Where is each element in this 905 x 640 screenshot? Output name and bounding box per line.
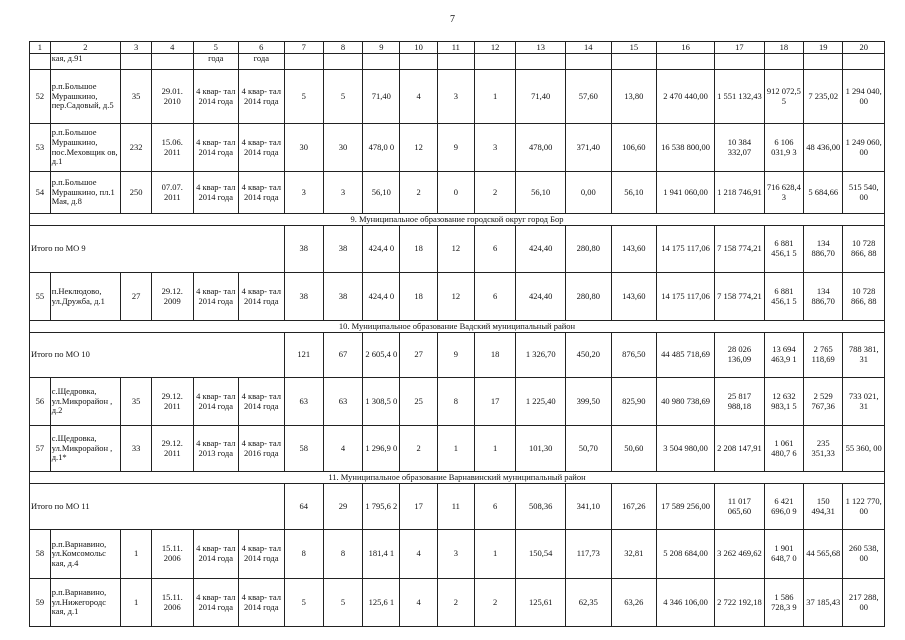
table-cell: 38 xyxy=(323,273,362,321)
table-cell: 5 xyxy=(323,70,362,124)
table-cell: 71,40 xyxy=(516,70,566,124)
table-cell: 3 xyxy=(284,172,323,214)
table-cell: 8 xyxy=(323,530,362,579)
total-row xyxy=(30,484,885,530)
table-cell: 10 728 866, 88 xyxy=(843,226,885,273)
table-cell: 4 346 106,00 xyxy=(657,579,715,627)
table-cell: 50,60 xyxy=(611,426,657,472)
table-cell: 63,26 xyxy=(611,579,657,627)
table-cell: года xyxy=(239,54,285,70)
column-header: 2 xyxy=(50,42,120,54)
table-cell: 280,80 xyxy=(566,273,612,321)
table-cell: 4 квар- тал 2014 года xyxy=(239,172,285,214)
table-cell: 424,4 0 xyxy=(363,226,400,273)
table-cell: 38 xyxy=(284,226,323,273)
column-header: 20 xyxy=(843,42,885,54)
table-cell: 4 квар- тал 2014 года xyxy=(239,70,285,124)
table-cell: 40 980 738,69 xyxy=(657,378,715,426)
table-cell: 13,80 xyxy=(611,70,657,124)
table-cell: 150 494,31 xyxy=(804,484,843,530)
table-cell: 30 xyxy=(284,124,323,172)
table-cell: 11 xyxy=(437,484,474,530)
table-cell: 9 xyxy=(437,333,474,378)
table-cell: 450,20 xyxy=(566,333,612,378)
table-cell: 8 xyxy=(284,530,323,579)
column-header: 16 xyxy=(657,42,715,54)
table-cell: 6 xyxy=(474,484,515,530)
table-cell: 399,50 xyxy=(566,378,612,426)
column-header: 18 xyxy=(764,42,803,54)
table-cell: 14 175 117,06 xyxy=(657,273,715,321)
table-cell: 1 225,40 xyxy=(516,378,566,426)
table-row xyxy=(30,579,885,627)
table-cell: 6 xyxy=(474,226,515,273)
table-cell: 1 xyxy=(437,426,474,472)
row-number: 58 xyxy=(30,530,51,579)
section-heading-row xyxy=(30,214,885,226)
table-cell: 0 xyxy=(437,172,474,214)
table-cell: 4 xyxy=(400,70,437,124)
table-row xyxy=(30,530,885,579)
table-cell: 134 886,70 xyxy=(804,226,843,273)
table-cell: 9 xyxy=(437,124,474,172)
table-cell: 4 квар- тал 2013 года xyxy=(193,426,239,472)
table-cell: 4 квар- тал 2014 года xyxy=(239,530,285,579)
table-cell: 1 795,6 2 xyxy=(363,484,400,530)
table-cell: 478,00 xyxy=(516,124,566,172)
table-cell: 64 xyxy=(284,484,323,530)
table-cell: 33 xyxy=(121,426,152,472)
table-cell: 4 xyxy=(323,426,362,472)
table-cell: 5 xyxy=(284,579,323,627)
table-cell: 1 061 480,7 6 xyxy=(764,426,803,472)
table-cell xyxy=(843,54,885,70)
table-cell: 25 xyxy=(400,378,437,426)
table-cell: 25 817 988,18 xyxy=(715,378,765,426)
table-cell: 1 xyxy=(474,70,515,124)
column-header: 19 xyxy=(804,42,843,54)
table-cell: 55 360, 00 xyxy=(843,426,885,472)
table-cell: 8 xyxy=(437,378,474,426)
date-cell: 29.12. 2011 xyxy=(152,378,193,426)
table-cell xyxy=(121,54,152,70)
table-cell: 30 xyxy=(323,124,362,172)
header-row xyxy=(30,42,885,54)
column-header: 11 xyxy=(437,42,474,54)
table-cell: 63 xyxy=(323,378,362,426)
total-row xyxy=(30,333,885,378)
row-number: 54 xyxy=(30,172,51,214)
table-cell: 143,60 xyxy=(611,273,657,321)
table-cell: 37 185,43 xyxy=(804,579,843,627)
table-cell xyxy=(715,54,765,70)
table-cell: 2 722 192,18 xyxy=(715,579,765,627)
table-cell: 167,26 xyxy=(611,484,657,530)
table-cell: 825,90 xyxy=(611,378,657,426)
table-cell: 716 628,4 3 xyxy=(764,172,803,214)
address-cell: р.п.Большое Мурашкино, пос.Меховщик ов, д.1 xyxy=(50,124,120,172)
table-cell: 106,60 xyxy=(611,124,657,172)
table-cell: 4 квар- тал 2014 года xyxy=(193,124,239,172)
column-header: 14 xyxy=(566,42,612,54)
table-cell: 2 xyxy=(437,579,474,627)
table-cell: 63 xyxy=(284,378,323,426)
housing-program-table xyxy=(29,41,885,627)
table-cell: 912 072,5 5 xyxy=(764,70,803,124)
table-cell: 56,10 xyxy=(611,172,657,214)
date-cell: 15.11. 2006 xyxy=(152,579,193,627)
table-cell: 280,80 xyxy=(566,226,612,273)
section-title: 10. Муниципальное образование Вадский муниципальный район xyxy=(30,321,885,333)
table-cell: 35 xyxy=(121,378,152,426)
table-cell: 150,54 xyxy=(516,530,566,579)
table-cell: 44 565,68 xyxy=(804,530,843,579)
table-row xyxy=(30,378,885,426)
table-cell: 1 901 648,7 0 xyxy=(764,530,803,579)
column-header: 7 xyxy=(284,42,323,54)
table-cell: 12 xyxy=(400,124,437,172)
address-cell: р.п.Большое Мурашкино, пл.1 Мая, д.8 xyxy=(50,172,120,214)
table-cell xyxy=(152,54,193,70)
table-cell: 876,50 xyxy=(611,333,657,378)
column-header: 1 xyxy=(30,42,51,54)
table-cell: 12 xyxy=(437,226,474,273)
table-cell: 424,4 0 xyxy=(363,273,400,321)
table-cell: 6 881 456,1 5 xyxy=(764,273,803,321)
table-cell: 6 421 696,0 9 xyxy=(764,484,803,530)
table-cell: 38 xyxy=(284,273,323,321)
table-cell: 12 632 983,1 5 xyxy=(764,378,803,426)
table-cell: 1 xyxy=(121,579,152,627)
table-cell: 143,60 xyxy=(611,226,657,273)
table-cell: 4 квар- тал 2014 года xyxy=(193,172,239,214)
row-number: 55 xyxy=(30,273,51,321)
table-cell: 5 684,66 xyxy=(804,172,843,214)
table-cell xyxy=(437,54,474,70)
table-cell: кая, д.91 xyxy=(50,54,120,70)
table-cell: 2 765 118,69 xyxy=(804,333,843,378)
table-cell: 134 886,70 xyxy=(804,273,843,321)
table-cell: 32,81 xyxy=(611,530,657,579)
table-cell: 5 208 684,00 xyxy=(657,530,715,579)
table-cell: 1 586 728,3 9 xyxy=(764,579,803,627)
column-header: 15 xyxy=(611,42,657,54)
table-cell: 125,61 xyxy=(516,579,566,627)
row-number: 53 xyxy=(30,124,51,172)
table-cell: 508,36 xyxy=(516,484,566,530)
table-cell xyxy=(30,54,51,70)
table-cell: 121 xyxy=(284,333,323,378)
address-cell: р.п.Варнавино, ул.Комсомольс кая, д.4 xyxy=(50,530,120,579)
table-cell: 27 xyxy=(400,333,437,378)
table-cell: 6 881 456,1 5 xyxy=(764,226,803,273)
date-cell: 29.01. 2010 xyxy=(152,70,193,124)
column-header: 10 xyxy=(400,42,437,54)
table-cell: 50,70 xyxy=(566,426,612,472)
table-cell: 4 квар- тал 2016 года xyxy=(239,426,285,472)
table-cell: 217 288, 00 xyxy=(843,579,885,627)
table-cell: 232 xyxy=(121,124,152,172)
table-cell: 2 470 440,00 xyxy=(657,70,715,124)
table-cell xyxy=(400,54,437,70)
column-header: 9 xyxy=(363,42,400,54)
table-row xyxy=(30,70,885,124)
table-cell: 11 017 065,60 xyxy=(715,484,765,530)
table-cell: 6 xyxy=(474,273,515,321)
table-cell: 1 941 060,00 xyxy=(657,172,715,214)
table-cell: 16 538 800,00 xyxy=(657,124,715,172)
table-cell xyxy=(764,54,803,70)
address-cell: п.Неклюдово, ул.Дружба, д.1 xyxy=(50,273,120,321)
table-cell: 4 квар- тал 2014 года xyxy=(193,378,239,426)
table-cell: 71,40 xyxy=(363,70,400,124)
table-cell: 478,0 0 xyxy=(363,124,400,172)
table-cell xyxy=(657,54,715,70)
table-cell: 235 351,33 xyxy=(804,426,843,472)
table-cell xyxy=(284,54,323,70)
total-label: Итого по МО 11 xyxy=(30,484,285,530)
table-cell: 4 квар- тал 2014 года xyxy=(239,579,285,627)
table-cell: 4 xyxy=(400,530,437,579)
table-cell: 788 381, 31 xyxy=(843,333,885,378)
table-cell: 17 589 256,00 xyxy=(657,484,715,530)
table-cell: 2 605,4 0 xyxy=(363,333,400,378)
table-cell: года xyxy=(193,54,239,70)
table-cell: 4 квар- тал 2014 года xyxy=(193,70,239,124)
table-cell: 48 436,00 xyxy=(804,124,843,172)
address-cell: с.Щедровка, ул.Микрорайон , д.2 xyxy=(50,378,120,426)
table-cell: 18 xyxy=(474,333,515,378)
page-number: 7 xyxy=(450,14,455,25)
table-row xyxy=(30,426,885,472)
table-cell: 2 xyxy=(400,426,437,472)
table-cell: 424,40 xyxy=(516,226,566,273)
table-cell: 3 504 980,00 xyxy=(657,426,715,472)
table-cell: 29 xyxy=(323,484,362,530)
table-cell xyxy=(323,54,362,70)
table-cell: 4 квар- тал 2014 года xyxy=(239,124,285,172)
table-cell: 56,10 xyxy=(516,172,566,214)
table-cell: 7 158 774,21 xyxy=(715,273,765,321)
table-cell: 101,30 xyxy=(516,426,566,472)
table-cell: 1 294 040, 00 xyxy=(843,70,885,124)
table-cell: 1 296,9 0 xyxy=(363,426,400,472)
column-header: 5 xyxy=(193,42,239,54)
table-cell: 67 xyxy=(323,333,362,378)
table-cell: 7 158 774,21 xyxy=(715,226,765,273)
table-cell: 3 xyxy=(323,172,362,214)
table-cell: 1 xyxy=(121,530,152,579)
table-cell: 1 308,5 0 xyxy=(363,378,400,426)
row-number: 56 xyxy=(30,378,51,426)
table-cell: 2 xyxy=(474,172,515,214)
table-cell: 1 xyxy=(474,530,515,579)
table-cell: 35 xyxy=(121,70,152,124)
address-cell: р.п.Большое Мурашкино, пер.Садовый, д.5 xyxy=(50,70,120,124)
table-cell: 57,60 xyxy=(566,70,612,124)
date-cell: 15.11. 2006 xyxy=(152,530,193,579)
section-heading-row xyxy=(30,472,885,484)
table-cell: 371,40 xyxy=(566,124,612,172)
table-cell: 4 квар- тал 2014 года xyxy=(239,378,285,426)
row-number: 59 xyxy=(30,579,51,627)
table-cell: 38 xyxy=(323,226,362,273)
table-cell: 27 xyxy=(121,273,152,321)
table-cell: 125,6 1 xyxy=(363,579,400,627)
column-header: 4 xyxy=(152,42,193,54)
table-cell: 250 xyxy=(121,172,152,214)
column-header: 12 xyxy=(474,42,515,54)
table-cell: 62,35 xyxy=(566,579,612,627)
table-cell: 117,73 xyxy=(566,530,612,579)
table-cell: 44 485 718,69 xyxy=(657,333,715,378)
table-cell: 733 021, 31 xyxy=(843,378,885,426)
table-cell: 1 326,70 xyxy=(516,333,566,378)
table-cell: 260 538, 00 xyxy=(843,530,885,579)
table-cell xyxy=(363,54,400,70)
date-cell: 15.06. 2011 xyxy=(152,124,193,172)
table-cell: 17 xyxy=(400,484,437,530)
table-cell xyxy=(804,54,843,70)
table-cell: 2 xyxy=(474,579,515,627)
table-cell: 13 694 463,9 1 xyxy=(764,333,803,378)
column-header: 8 xyxy=(323,42,362,54)
table-cell: 1 218 746,91 xyxy=(715,172,765,214)
section-title: 9. Муниципальное образование городской округ город Бор xyxy=(30,214,885,226)
table-cell: 4 квар- тал 2014 года xyxy=(193,530,239,579)
table-cell xyxy=(516,54,566,70)
table-body xyxy=(30,42,885,627)
table-cell: 14 175 117,06 xyxy=(657,226,715,273)
table-cell: 10 728 866, 88 xyxy=(843,273,885,321)
table-cell: 3 262 469,62 xyxy=(715,530,765,579)
address-cell: с.Щедровка, ул.Микрорайон , д.1* xyxy=(50,426,120,472)
date-cell: 29.12. 2011 xyxy=(152,426,193,472)
section-heading-row xyxy=(30,321,885,333)
table-cell xyxy=(611,54,657,70)
table-cell: 58 xyxy=(284,426,323,472)
table-cell: 18 xyxy=(400,226,437,273)
table-cell: 17 xyxy=(474,378,515,426)
total-label: Итого по МО 9 xyxy=(30,226,285,273)
table-cell: 3 xyxy=(437,530,474,579)
table-cell: 1 249 060, 00 xyxy=(843,124,885,172)
table-cell: 1 xyxy=(474,426,515,472)
table-cell: 4 квар- тал 2014 года xyxy=(193,579,239,627)
table-cell: 7 235,02 xyxy=(804,70,843,124)
column-header: 17 xyxy=(715,42,765,54)
row-number: 52 xyxy=(30,70,51,124)
total-label: Итого по МО 10 xyxy=(30,333,285,378)
address-cell: р.п.Варнавино, ул.Нижегородс кая, д.1 xyxy=(50,579,120,627)
table-row xyxy=(30,273,885,321)
table-cell: 5 xyxy=(323,579,362,627)
table-cell xyxy=(566,54,612,70)
date-cell: 07.07. 2011 xyxy=(152,172,193,214)
table-cell: 6 106 031,9 3 xyxy=(764,124,803,172)
continuation-row xyxy=(30,54,885,70)
table-cell: 341,10 xyxy=(566,484,612,530)
table-cell: 12 xyxy=(437,273,474,321)
table-cell: 2 529 767,36 xyxy=(804,378,843,426)
table-cell: 4 квар- тал 2014 года xyxy=(193,273,239,321)
section-title: 11. Муниципальное образование Варнавинский муниципальный район xyxy=(30,472,885,484)
date-cell: 29.12. 2009 xyxy=(152,273,193,321)
column-header: 6 xyxy=(239,42,285,54)
column-header: 3 xyxy=(121,42,152,54)
row-number: 57 xyxy=(30,426,51,472)
table-row xyxy=(30,172,885,214)
table-cell: 2 208 147,91 xyxy=(715,426,765,472)
table-cell: 4 квар- тал 2014 года xyxy=(239,273,285,321)
table-cell: 1 122 770, 00 xyxy=(843,484,885,530)
table-cell: 5 xyxy=(284,70,323,124)
table-cell: 181,4 1 xyxy=(363,530,400,579)
table-cell: 1 551 132,43 xyxy=(715,70,765,124)
table-cell xyxy=(474,54,515,70)
table-cell: 4 xyxy=(400,579,437,627)
table-cell: 515 540, 00 xyxy=(843,172,885,214)
table-cell: 10 384 332,07 xyxy=(715,124,765,172)
table-cell: 56,10 xyxy=(363,172,400,214)
column-header: 13 xyxy=(516,42,566,54)
table-row xyxy=(30,124,885,172)
total-row xyxy=(30,226,885,273)
table-cell: 3 xyxy=(474,124,515,172)
table-cell: 18 xyxy=(400,273,437,321)
table-cell: 2 xyxy=(400,172,437,214)
table-cell: 3 xyxy=(437,70,474,124)
table-cell: 28 026 136,09 xyxy=(715,333,765,378)
table-cell: 424,40 xyxy=(516,273,566,321)
table-cell: 0,00 xyxy=(566,172,612,214)
